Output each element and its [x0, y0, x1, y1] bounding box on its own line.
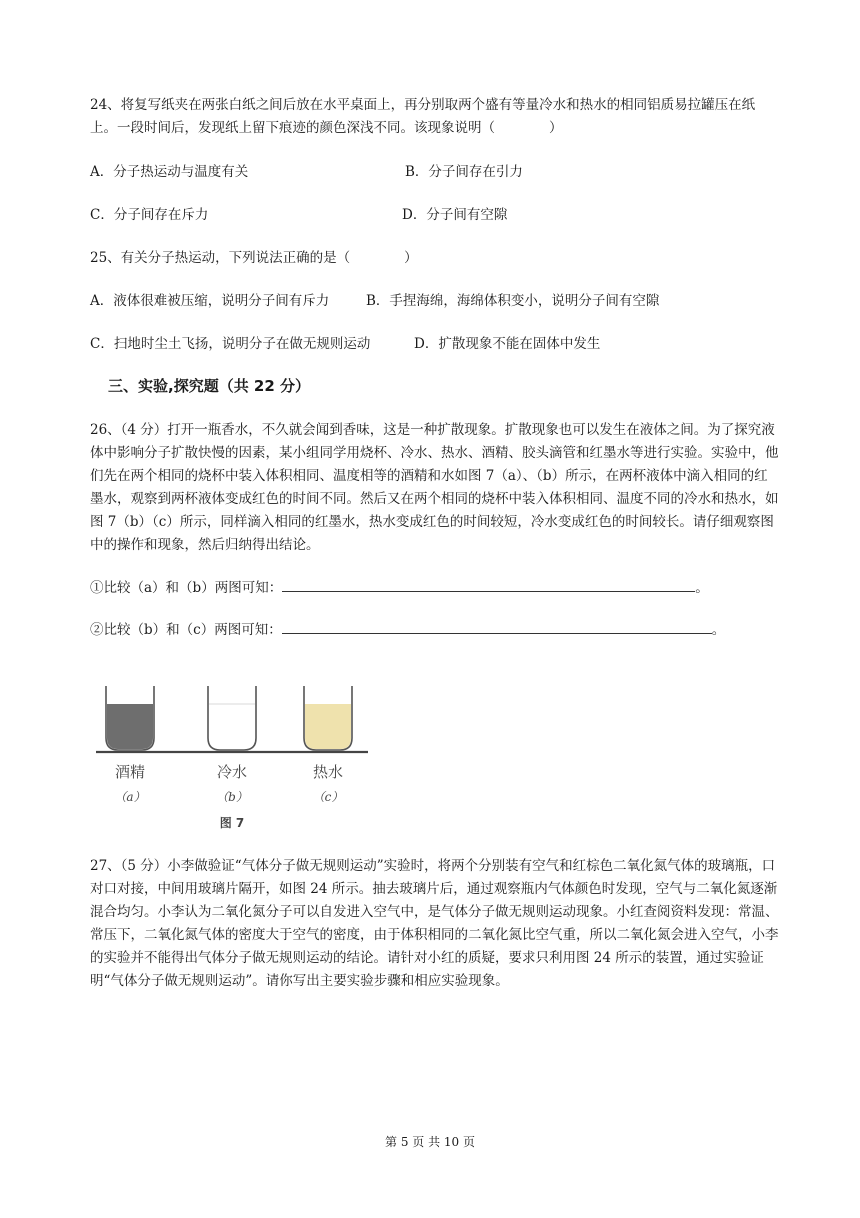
alcohol-liquid: [107, 704, 153, 749]
figure-caption: 图 7: [219, 816, 245, 830]
q27-stem: 27、（5 分）小李做验证“气体分子做无规则运动”实验时，将两个分别装有空气和红棕色二氧化氮气体的玻璃瓶，口对口对接，中间用玻璃片隔开，如图 24 所示。抽去玻璃片后，通过观察瓶内气体颜色时发现，空气与二氧化氮逐渐混合均匀。小李认为二氧化氮分子可以自发进入空气中，是气体分子做无规则运动现象。小红查阅资料发现：常温、常压下，二氧化氮气体的密度大于空气的密度，由于体积相同的二氧化氮比空气重，所以二氧化氮会进入空气，小李的实验并不能得出气体分子做无规则运动的结论。请针对小红的质疑，要求只利用图 24 所示的装置，通过实验证明“气体分子做无规则运动”。请你写出主要实验步骤和相应实验现象。: [90, 858, 779, 989]
beaker-c: [304, 686, 352, 750]
page-footer: 第 5 页 共 10 页: [385, 1135, 475, 1149]
q26-line1-end: 。: [695, 580, 709, 596]
label-cold-water: 冷水: [216, 763, 248, 781]
q25-stem: 25、有关分子热运动，下列说法正确的是（ ）: [90, 250, 418, 266]
q25-option-a: A．液体很难被压缩，说明分子间有斥力: [90, 293, 330, 309]
q26-stem: 26、（4 分）打开一瓶香水，不久就会闻到香味，这是一种扩散现象。扩散现象也可以发生在液体之间。为了探究液体中影响分子扩散快慢的因素，某小组同学用烧杯、冷水、热水、酒精、胶头滴管和红墨水等进行实验。实验中，他们先在两个相同的烧杯中装入体积相同、温度相等的酒精和水如图 7（a）、（b）所示，在两杯液体中滴入相同的红墨水，观察到两杯液体变成红色的时间不同。然后又在两个相同的烧杯中装入体积相同、温度不同的冷水和热水，如图 7（b）（c）所示，同样滴入相同的红墨水，热水变成红色的时间较短，冷水变成红色的时间较长。请仔细观察图中的操作和现象，然后归纳得出结论。: [90, 422, 779, 553]
q26-line2-label: ②比较（b）和（c）两图可知：: [90, 622, 282, 638]
q26-line2-end: 。: [711, 622, 726, 638]
q25-option-c: C．扫地时尘土飞扬，说明分子在做无规则运动: [90, 336, 371, 352]
label-hot-water: 热水: [312, 763, 344, 781]
beaker-b: [208, 686, 256, 750]
q26-conclusion-line-1: [90, 577, 709, 598]
hot-water-liquid: [305, 704, 351, 749]
sublabel-c: （c）: [312, 790, 344, 804]
q24-stem: 24、将复写纸夹在两张白纸之间后放在水平桌面上，再分别取两个盛有等量冷水和热水的相同铝质易拉罐压在纸上。一段时间后，发现纸上留下痕迹的颜色深浅不同。该现象说明（ ）: [90, 97, 756, 136]
q25-option-d: D．扩散现象不能在固体中发生: [414, 336, 601, 352]
label-alcohol: 酒精: [114, 763, 146, 781]
sublabel-b: （b）: [216, 790, 248, 804]
sublabel-a: （a）: [114, 790, 146, 804]
q24-option-d: D．分子间有空隙: [402, 207, 508, 223]
answer-blank-1[interactable]: [282, 577, 695, 592]
q26-line1-label: ①比较（a）和（b）两图可知：: [90, 580, 283, 596]
answer-blank-2[interactable]: [282, 619, 712, 634]
q24-option-b: B．分子间存在引力: [405, 164, 523, 180]
figure-7-beakers: [96, 682, 376, 837]
q24-option-c: C．分子间存在斥力: [90, 207, 209, 223]
section-heading: 三、实验,探究题（共 22 分）: [108, 377, 311, 395]
beaker-a: [106, 686, 154, 750]
q24-option-a: A．分子热运动与温度有关: [90, 164, 249, 180]
q26-conclusion-line-2: [90, 619, 725, 640]
q25-option-b: B．手捏海绵，海绵体积变小，说明分子间有空隙: [366, 293, 660, 309]
